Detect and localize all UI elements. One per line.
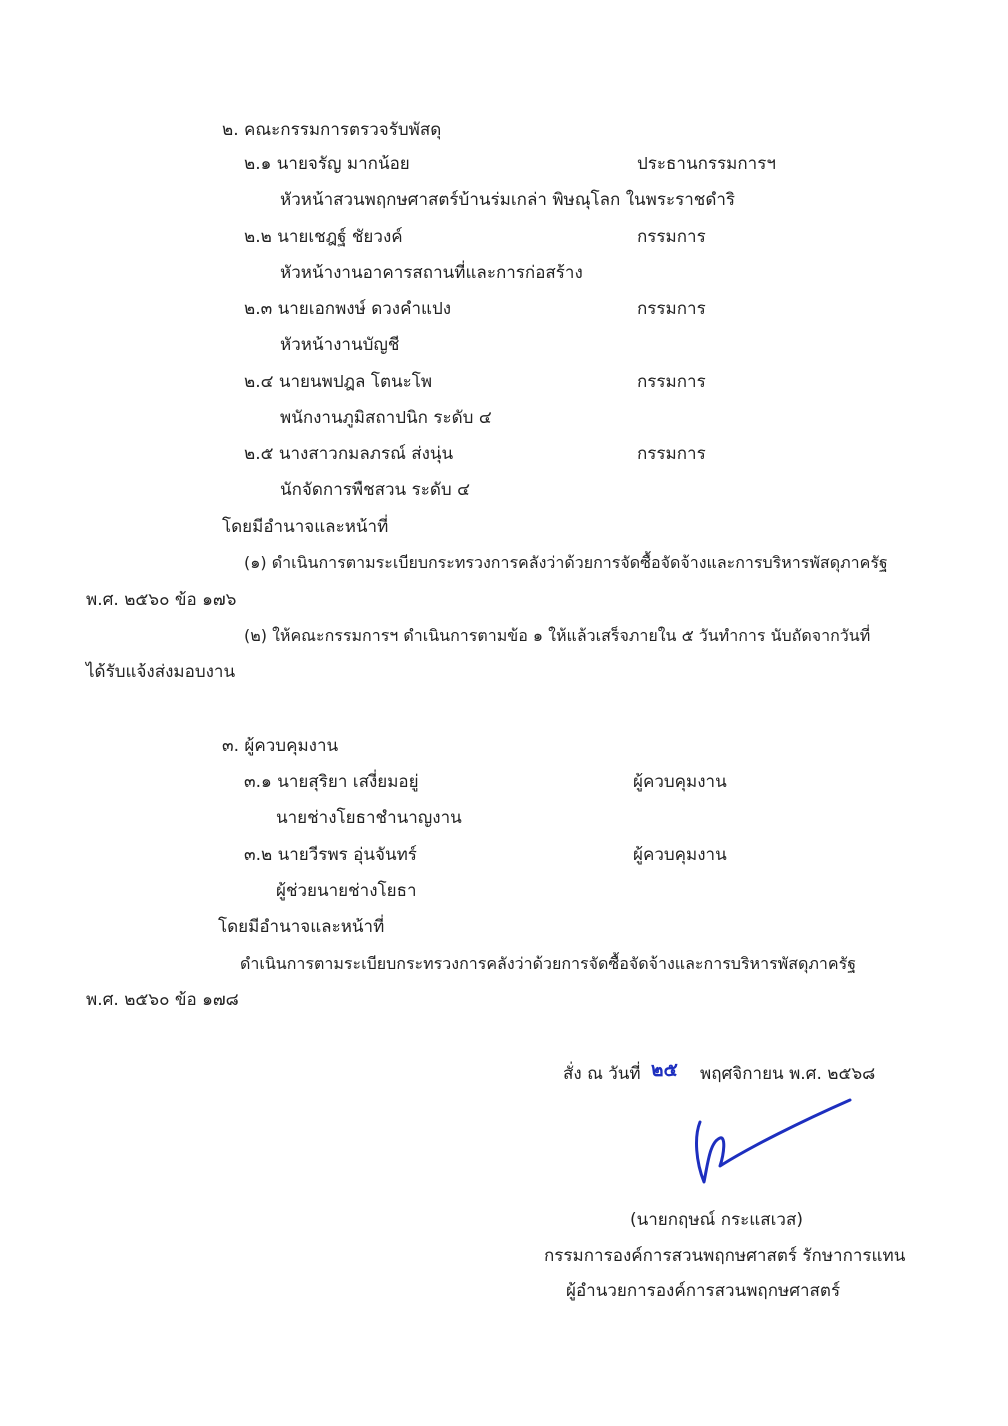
section-3-heading: ๓. ผู้ควบคุมงาน [222,736,339,756]
section-3-duties-heading: โดยมีอำนาจและหน้าที่ [218,917,385,937]
member-2-4-role: กรรมการ [637,372,706,392]
member-2-2-role: กรรมการ [637,227,706,247]
signatory-title-line-2: ผู้อำนวยการองค์การสวนพฤกษศาสตร์ [566,1281,841,1301]
member-3-2-role: ผู้ควบคุมงาน [633,845,727,865]
section-2-duty-1-line-2: พ.ศ. ๒๕๖๐ ข้อ ๑๗๖ [86,590,237,610]
member-3-2-position: ผู้ช่วยนายช่างโยธา [276,881,417,901]
member-2-2-name: ๒.๒ นายเชฎฐ์ ชัยวงค์ [244,227,403,247]
member-2-3-role: กรรมการ [637,299,706,319]
signatory-name: (นายกฤษณ์ กระแสเวส) [630,1210,803,1230]
member-2-5-role: กรรมการ [637,444,706,464]
member-3-2-name: ๓.๒ นายวีรพร อุ่นจันทร์ [244,845,417,865]
member-2-1-role: ประธานกรรมการฯ [637,154,776,174]
section-3-duty-line-2: พ.ศ. ๒๕๖๐ ข้อ ๑๗๘ [86,990,239,1010]
signatory-title-line-1: กรรมการองค์การสวนพฤกษศาสตร์ รักษาการแทน [544,1246,906,1266]
order-date-day: ๒๕ [651,1059,678,1081]
member-2-1-position: หัวหน้าสวนพฤกษศาสตร์บ้านร่มเกล่า พิษณุโลก ในพระราชดำริ [280,190,736,210]
member-3-1-position: นายช่างโยธาชำนาญงาน [276,808,462,828]
section-2-heading: ๒. คณะกรรมการตรวจรับพัสดุ [222,120,442,140]
member-2-4-position: พนักงานภูมิสถาปนิก ระดับ ๔ [280,408,492,428]
member-2-4-name: ๒.๔ นายนพปฎล โตนะโพ [244,372,433,392]
section-2-duty-2-line-1: (๒) ให้คณะกรรมการฯ ดำเนินการตามข้อ ๑ ให้แล้วเสร็จภายใน ๕ วันทำการ นับถัดจากวันที่ [244,626,871,645]
member-2-5-name: ๒.๕ นางสาวกมลภรณ์ ส่งนุ่น [244,444,454,464]
member-2-3-position: หัวหน้างานบัญชี [280,335,400,355]
order-date-prefix: สั่ง ณ วันที่ [563,1064,641,1084]
section-2-duties-heading: โดยมีอำนาจและหน้าที่ [222,517,389,537]
member-3-1-role: ผู้ควบคุมงาน [633,772,727,792]
member-2-2-position: หัวหน้างานอาคารสถานที่และการก่อสร้าง [280,263,583,283]
order-date-month-year: พฤศจิกายน พ.ศ. ๒๕๖๘ [700,1064,876,1084]
member-3-1-name: ๓.๑ นายสุริยา เสงี่ยมอยู่ [244,772,419,792]
section-3-duty-line-1: ดำเนินการตามระเบียบกระทรวงการคลังว่าด้วยการจัดซื้อจัดจ้างและการบริหารพัสดุภาครัฐ [240,954,857,973]
member-2-3-name: ๒.๓ นายเอกพงษ์ ดวงคำแปง [244,299,452,319]
section-2-duty-2-line-2: ได้รับแจ้งส่งมอบงาน [86,662,236,682]
section-2-duty-1-line-1: (๑) ดำเนินการตามระเบียบกระทรวงการคลังว่าด้วยการจัดซื้อจัดจ้างและการบริหารพัสดุภาครัฐ [244,553,888,572]
handwritten-signature [680,1092,860,1192]
member-2-5-position: นักจัดการพืชสวน ระดับ ๔ [280,480,470,500]
member-2-1-name: ๒.๑ นายจรัญ มากน้อย [244,154,410,174]
